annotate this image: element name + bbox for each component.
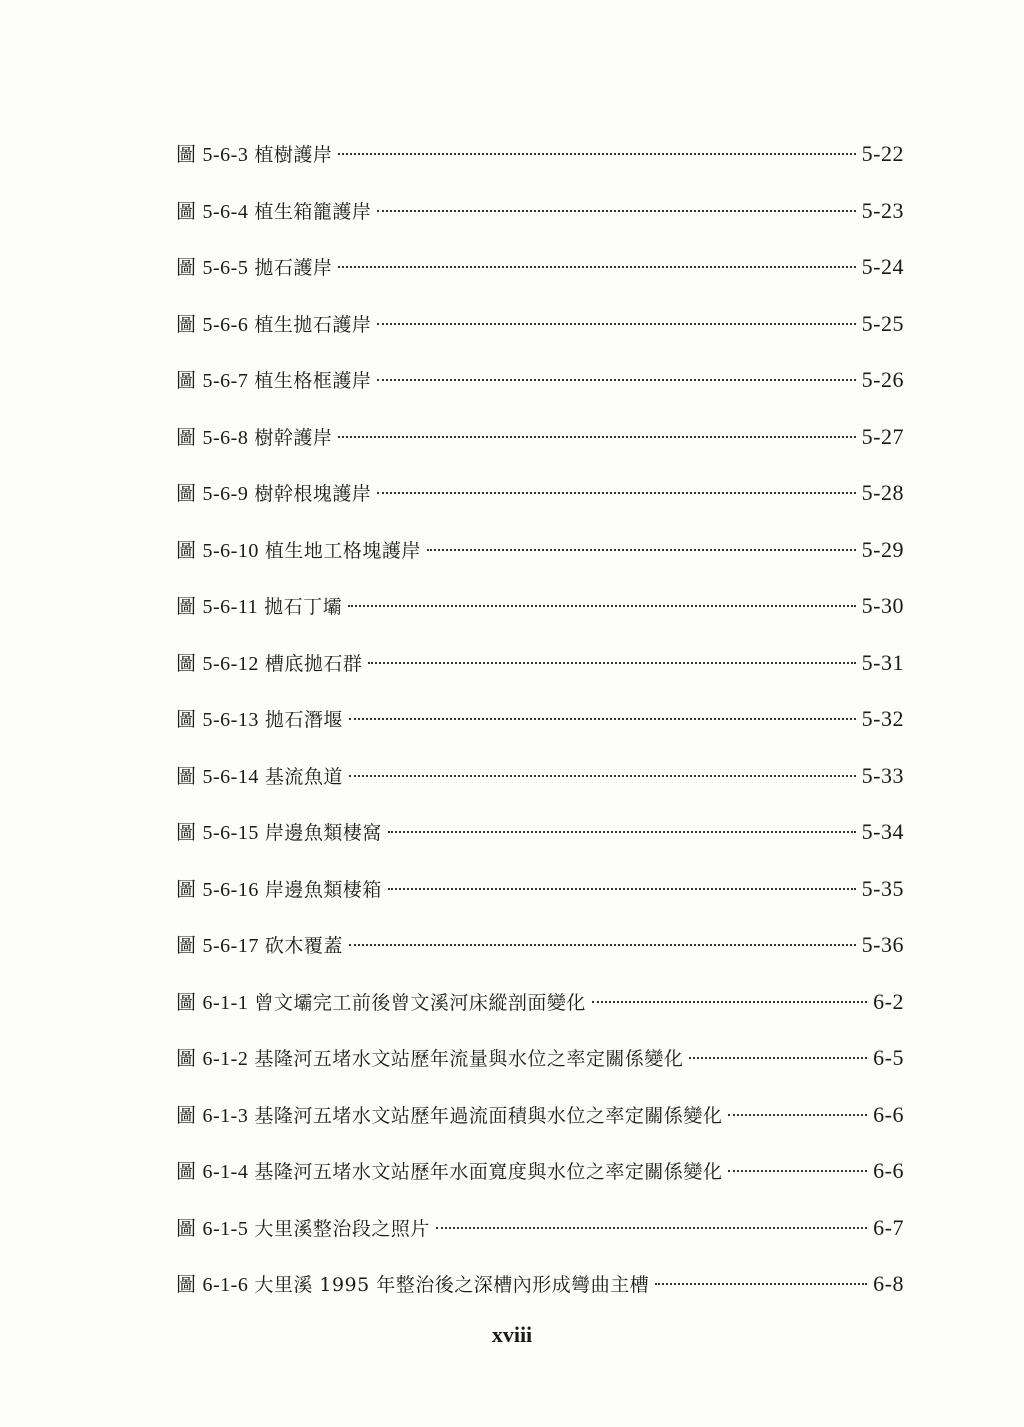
- toc-entry-label: [176, 195, 371, 224]
- figure-number: 5-6-7: [202, 370, 249, 392]
- page-ref: 6-6: [873, 1101, 904, 1127]
- figure-prefix: 圖: [176, 594, 197, 618]
- figure-number: 5-6-17: [202, 935, 259, 957]
- toc-entry[interactable]: [176, 1099, 904, 1156]
- figure-prefix: 圖: [176, 707, 197, 731]
- figure-title: 基隆河五堵水文站歷年過流面積與水位之率定關係變化: [254, 1104, 723, 1127]
- figure-title: 大里溪整治段之照片: [254, 1217, 430, 1240]
- figure-title: 樹幹根塊護岸: [254, 483, 372, 505]
- figure-number: 5-6-5: [202, 257, 249, 279]
- toc-entry[interactable]: [176, 647, 904, 704]
- toc-entry-label: [176, 138, 332, 167]
- toc-entry[interactable]: [176, 477, 904, 534]
- toc-entry-label: [176, 421, 332, 450]
- page-ref: 5-29: [861, 536, 904, 562]
- figure-number: 5-6-15: [202, 822, 259, 844]
- page-ref: 5-22: [861, 141, 904, 166]
- figure-number: 5-6-9: [202, 483, 249, 505]
- figure-prefix: 圖: [176, 255, 197, 279]
- figure-prefix: 圖: [176, 820, 197, 844]
- figure-number: 5-6-6: [202, 313, 249, 336]
- page-ref: 6-8: [873, 1271, 904, 1296]
- toc-entry-label: [176, 647, 362, 676]
- toc-entry-label: [176, 760, 343, 789]
- figure-prefix: 圖: [176, 142, 197, 166]
- figure-number: 5-6-13: [202, 709, 259, 731]
- figure-prefix: 圖: [176, 650, 197, 675]
- toc-entry[interactable]: [176, 534, 904, 591]
- figure-prefix: 圖: [176, 933, 197, 957]
- page-ref: 5-36: [861, 932, 904, 957]
- toc-entry-label: [176, 816, 382, 845]
- page-ref: 5-27: [861, 423, 904, 449]
- page-ref: 5-30: [861, 593, 904, 618]
- toc-entry[interactable]: [176, 760, 904, 817]
- dot-leader: [377, 210, 855, 212]
- figure-title: 曾文壩完工前後曾文溪河床縱剖面變化: [254, 991, 586, 1014]
- toc-entry-label: [176, 1155, 722, 1184]
- figure-number: 5-6-14: [202, 765, 259, 788]
- figure-title: 樹幹護岸: [254, 426, 333, 449]
- toc-entry[interactable]: [176, 1212, 904, 1269]
- dot-leader: [368, 662, 855, 664]
- page-ref: 6-2: [873, 988, 904, 1014]
- toc-entry-label: [176, 1212, 430, 1241]
- toc-entry-label: [176, 873, 382, 902]
- figure-title: 拋石潛堰: [264, 709, 343, 731]
- figure-title: 岸邊魚類棲窩: [264, 822, 382, 844]
- page-ref: 5-26: [861, 367, 904, 392]
- dot-leader: [348, 605, 856, 607]
- figure-title: 基流魚道: [264, 765, 343, 788]
- figure-title: 植生箱籠護岸: [254, 200, 372, 223]
- dot-leader: [338, 266, 855, 268]
- dot-leader: [349, 775, 856, 777]
- figure-number: 5-6-10: [202, 539, 259, 562]
- figure-prefix: 圖: [176, 989, 197, 1014]
- toc-entry[interactable]: [176, 816, 904, 873]
- toc-entry-label: [176, 477, 371, 506]
- dot-leader: [377, 379, 855, 381]
- figure-prefix: 圖: [176, 1215, 197, 1240]
- page-ref: 6-5: [873, 1045, 904, 1070]
- page-ref: 5-32: [861, 706, 904, 731]
- dot-leader: [728, 1170, 867, 1172]
- figure-title: 植樹護岸: [254, 144, 333, 166]
- toc-entry-label: [176, 1099, 722, 1128]
- dot-leader: [349, 718, 856, 720]
- page-ref: 6-7: [873, 1214, 904, 1240]
- toc-entry-label: [176, 251, 332, 280]
- figure-title: 拋石丁壩: [264, 596, 343, 618]
- figure-number: 6-1-5: [202, 1217, 249, 1240]
- toc-entry-label: [176, 703, 343, 732]
- toc-entry[interactable]: [176, 703, 904, 760]
- toc-entry[interactable]: [176, 138, 904, 195]
- toc-entry-label: [176, 590, 342, 619]
- toc-entry-label: [176, 308, 371, 337]
- figure-number: 6-1-3: [202, 1104, 249, 1127]
- figure-number: 6-1-2: [202, 1048, 249, 1070]
- toc-entry-label: [176, 534, 421, 563]
- toc-entry[interactable]: [176, 421, 904, 478]
- page-ref: 5-34: [861, 819, 904, 844]
- figure-title: 基隆河五堵水文站歷年水面寬度與水位之率定關係變化: [254, 1161, 723, 1183]
- figure-number: 5-6-8: [202, 426, 249, 449]
- figure-number: 5-6-3: [202, 144, 249, 166]
- figure-prefix: 圖: [176, 763, 197, 788]
- dot-leader: [377, 492, 855, 494]
- dot-leader: [436, 1227, 867, 1229]
- toc-entry-label: [176, 1268, 649, 1297]
- dot-leader: [338, 436, 855, 438]
- figure-title: 砍木覆蓋: [264, 935, 343, 957]
- figure-number: 5-6-4: [202, 200, 249, 223]
- figure-prefix: 圖: [176, 424, 197, 449]
- figure-title: 植生格框護岸: [254, 370, 372, 392]
- figure-number: 6-1-6: [202, 1274, 249, 1296]
- toc-entry-label: [176, 929, 343, 958]
- figure-title: 槽底拋石群: [264, 652, 363, 675]
- dot-leader: [427, 549, 856, 551]
- figure-number: 6-1-1: [202, 991, 249, 1014]
- page-number: xviii: [491, 1322, 533, 1347]
- page-ref: 5-25: [861, 310, 904, 336]
- dot-leader: [338, 153, 855, 155]
- page-ref: 5-24: [861, 254, 904, 279]
- page-ref: 5-31: [861, 649, 904, 675]
- toc-entry[interactable]: [176, 590, 904, 647]
- toc-entry-label: [176, 364, 371, 393]
- page-ref: 5-23: [861, 197, 904, 223]
- figure-number: 5-6-16: [202, 878, 259, 901]
- dot-leader: [689, 1057, 867, 1059]
- figure-prefix: 圖: [176, 198, 197, 223]
- figure-prefix: 圖: [176, 311, 197, 336]
- figure-title: 植生拋石護岸: [254, 313, 372, 336]
- figure-title: 岸邊魚類棲箱: [264, 878, 382, 901]
- toc-entry[interactable]: [176, 986, 904, 1043]
- toc-entry[interactable]: [176, 1155, 904, 1212]
- toc-entry[interactable]: [176, 364, 904, 421]
- dot-leader: [592, 1001, 867, 1003]
- toc-entry[interactable]: [176, 873, 904, 930]
- dot-leader: [388, 831, 856, 833]
- toc-entry[interactable]: [176, 1042, 904, 1099]
- figure-prefix: 圖: [176, 1102, 197, 1127]
- figure-number: 6-1-4: [202, 1161, 249, 1183]
- toc-entry[interactable]: [176, 195, 904, 252]
- dot-leader: [728, 1114, 867, 1116]
- toc-entry[interactable]: [176, 929, 904, 986]
- page-ref: 6-6: [873, 1158, 904, 1183]
- dot-leader: [655, 1283, 867, 1285]
- dot-leader: [377, 323, 855, 325]
- figure-number: 5-6-11: [202, 596, 259, 618]
- toc-entry[interactable]: [176, 251, 904, 308]
- table-of-figures: [176, 138, 904, 1325]
- figure-prefix: 圖: [176, 1046, 197, 1070]
- figure-prefix: 圖: [176, 1159, 197, 1183]
- figure-title: 大里溪 1995 年整治後之深槽內形成彎曲主槽: [254, 1274, 650, 1296]
- toc-entry[interactable]: [176, 1268, 904, 1325]
- figure-prefix: 圖: [176, 876, 197, 901]
- toc-entry[interactable]: [176, 308, 904, 365]
- figure-title: 拋石護岸: [254, 257, 333, 279]
- dot-leader: [349, 944, 856, 946]
- figure-prefix: 圖: [176, 481, 197, 505]
- toc-entry-label: [176, 986, 586, 1015]
- page-ref: 5-33: [861, 762, 904, 788]
- figure-title: 植生地工格塊護岸: [264, 539, 421, 562]
- page-ref: 5-28: [861, 480, 904, 505]
- dot-leader: [388, 888, 856, 890]
- figure-prefix: 圖: [176, 368, 197, 392]
- page-ref: 5-35: [861, 875, 904, 901]
- toc-entry-label: [176, 1042, 683, 1071]
- figure-title: 基隆河五堵水文站歷年流量與水位之率定關係變化: [254, 1048, 684, 1070]
- figure-prefix: 圖: [176, 537, 197, 562]
- figure-number: 5-6-12: [202, 652, 259, 675]
- figure-prefix: 圖: [176, 1272, 197, 1296]
